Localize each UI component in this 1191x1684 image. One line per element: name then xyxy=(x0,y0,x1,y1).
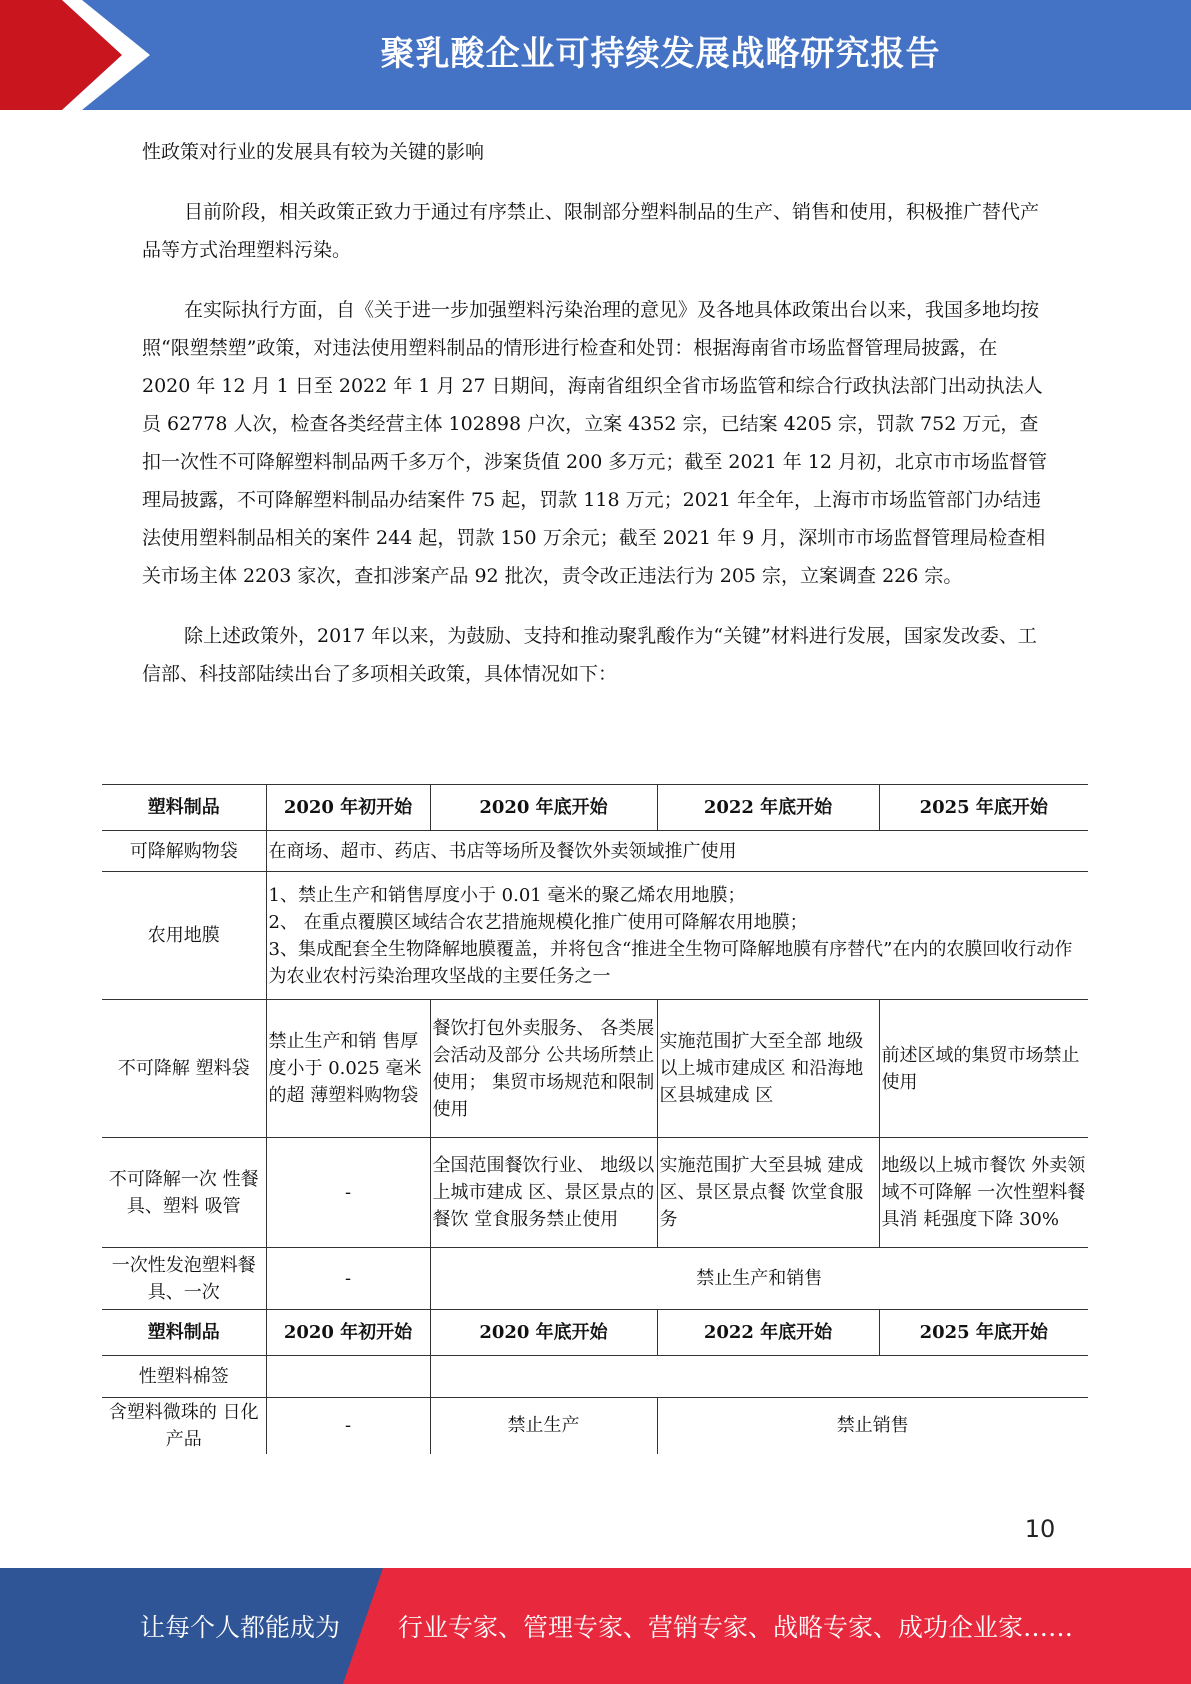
policy-cell: 禁止生产和销售 xyxy=(430,1248,1088,1310)
table-row xyxy=(102,1000,1088,1138)
policy-cell: 全国范围餐饮行业、 地级以上城市建成 区、景区景点的餐饮 堂食服务禁止使用 xyxy=(430,1138,657,1248)
policy-cell: - xyxy=(266,1248,430,1310)
policy-cell: - xyxy=(266,1138,430,1248)
policy-cell: 在商场、超市、药店、书店等场所及餐饮外卖领域推广使用 xyxy=(266,831,1088,872)
policy-cell xyxy=(430,1356,1088,1398)
table-header-cell: 2020 年初开始 xyxy=(266,785,430,831)
policy-cell: 前述区域的集贸市场禁止使用 xyxy=(879,1000,1088,1138)
product-cell: 可降解购物袋 xyxy=(102,831,266,872)
product-cell: 不可降解一次 性餐具、塑料 吸管 xyxy=(102,1138,266,1248)
product-cell: 一次性发泡塑料餐具、一次 xyxy=(102,1248,266,1310)
policy-cell: 实施范围扩大至县城 建成区、景区景点餐 饮堂食服务 xyxy=(657,1138,879,1248)
body-text xyxy=(142,133,1050,693)
report-title: 聚乳酸企业可持续发展战略研究报告 xyxy=(380,34,941,74)
policy-cell xyxy=(266,872,1088,1000)
table-header-cell: 2020 年初开始 xyxy=(266,1310,430,1356)
chevron-decoration xyxy=(0,0,160,110)
policy-cell: 实施范围扩大至全部 地级以上城市建成区 和沿海地区县城建成 区 xyxy=(657,1000,879,1138)
table-header-cell: 2020 年底开始 xyxy=(430,1310,657,1356)
table-row xyxy=(102,1398,1088,1454)
product-cell: 不可降解 塑料袋 xyxy=(102,1000,266,1138)
policy-line: 3、集成配套全生物降解地膜覆盖，并将包含“推进全生物可降解地膜有序替代”在内的农膜回收行动作为农业农村污染治理攻坚战的主要任务之一 xyxy=(268,938,1073,987)
table-header-cell: 2020 年底开始 xyxy=(430,785,657,831)
paragraph: 目前阶段，相关政策正致力于通过有序禁止、限制部分塑料制品的生产、销售和使用，积极推广替代产品等方式治理塑料污染。 xyxy=(142,201,1040,261)
table-header-row xyxy=(102,785,1088,831)
header-banner xyxy=(0,0,1191,110)
paragraph: 除上述政策外，2017 年以来，为鼓励、支持和推动聚乳酸作为“关键”材料进行发展，国家发改委、工信部、科技部陆续出台了多项相关政策，具体情况如下： xyxy=(142,625,1037,685)
table-header-cell: 2025 年底开始 xyxy=(879,785,1088,831)
product-cell: 含塑料微珠的 日化产品 xyxy=(102,1398,266,1454)
table-row xyxy=(102,831,1088,872)
footer-banner xyxy=(0,1568,1191,1684)
policy-line: 2、 在重点覆膜区域结合农艺措施规模化推广使用可降解农用地膜； xyxy=(268,911,808,933)
table-header-cell: 2022 年底开始 xyxy=(657,785,879,831)
table-header-row-repeat xyxy=(102,1310,1088,1356)
table-row xyxy=(102,1248,1088,1310)
footer-slogan-left: 让每个人都能成为 xyxy=(140,1613,341,1642)
product-cell: 农用地膜 xyxy=(102,872,266,1000)
policy-cell: - xyxy=(266,1398,430,1454)
policy-cell: 禁止生产 xyxy=(430,1398,657,1454)
table-header-cell: 塑料制品 xyxy=(102,1310,266,1356)
page-number: 10 xyxy=(1024,1515,1056,1543)
policy-cell: 禁止生产和销 售厚度小于 0.025 毫米的超 薄塑料购物袋 xyxy=(266,1000,430,1138)
policy-cell xyxy=(266,1356,430,1398)
paragraph-continuation: 性政策对行业的发展具有较为关键的影响 xyxy=(142,141,485,163)
product-cell: 性塑料棉签 xyxy=(102,1356,266,1398)
footer-slogan-right: 行业专家、管理专家、营销专家、战略专家、成功企业家…… xyxy=(398,1613,1074,1642)
paragraph: 在实际执行方面，自《关于进一步加强塑料污染治理的意见》及各地具体政策出台以来，我国多地均按照“限塑禁塑”政策，对违法使用塑料制品的情形进行检查和处罚：根据海南省市场监督管理局披露，在 2020 年 12 月 1 日至 2022 年 1 月 27 日期间，海南省组织全省市场监管和综合行政执法部门出动执法人员 62778 人次，检查各类经营主体 102898 户次，立案 4352 宗，已结案 4205 宗，罚款 752 万元，查扣一次性不可降解塑料制品两千多万个，涉案货值 200 多万元；截至 2021 年 12 月初，北京市市场监督管理局披露，不可降解塑料制品办结案件 75 起，罚款 118 万元；2021 年全年，上海市市场监管部门办结违法使用塑料制品相关的案件 244 起，罚款 150 万余元；截至 2021 年 9 月，深圳市市场监督管理局检查相关市场主体 2203 家次，查扣涉案产品 92 批次，责令改正违法行为 205 宗，立案调查 226 宗。 xyxy=(142,299,1048,587)
table-row xyxy=(102,872,1088,1000)
table-header-cell: 塑料制品 xyxy=(102,785,266,831)
policy-line: 1、禁止生产和销售厚度小于 0.01 毫米的聚乙烯农用地膜； xyxy=(268,884,746,906)
table-header-cell: 2022 年底开始 xyxy=(657,1310,879,1356)
table-row xyxy=(102,1138,1088,1248)
policy-cell: 地级以上城市餐饮 外卖领域不可降解 一次性塑料餐具消 耗强度下降 30% xyxy=(879,1138,1088,1248)
policy-table xyxy=(102,784,1088,1454)
table-row xyxy=(102,1356,1088,1398)
table-header-cell: 2025 年底开始 xyxy=(879,1310,1088,1356)
policy-cell: 禁止销售 xyxy=(836,1415,909,1437)
policy-cell: 餐饮打包外卖服务、 各类展会活动及部分 公共场所禁止使用； 集贸市场规范和限制 使用 xyxy=(430,1000,657,1138)
